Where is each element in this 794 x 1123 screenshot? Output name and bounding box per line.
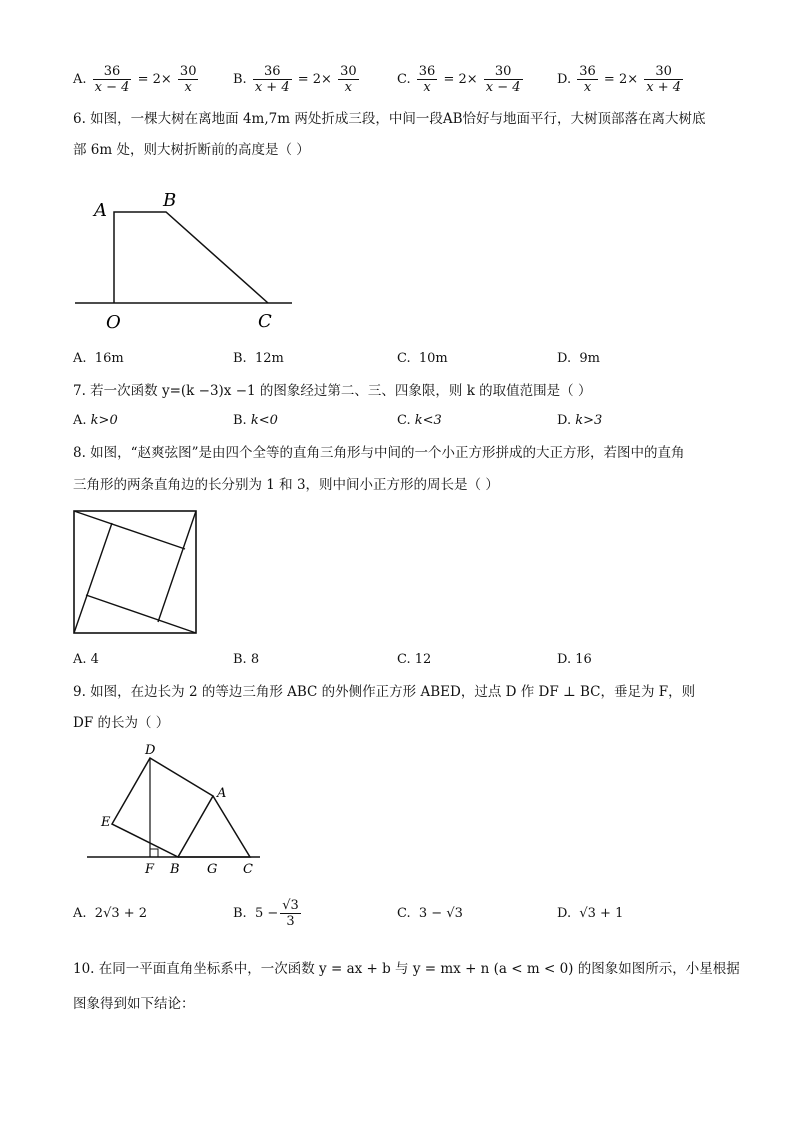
q6-text-line1: 6. 如图，一棵大树在离地面 4m,7m 两处折成三段，中间一段AB恰好与地面平行，大树顶部落在离大树底 <box>73 111 706 127</box>
q9-option-d: D. √3 + 1 <box>557 906 624 921</box>
q8-option-a: A. 4 <box>73 652 99 667</box>
q6-option-d: D. 9m <box>557 351 600 366</box>
q8-text-line2: 三角形的两条直角边的长分别为 1 和 3，则中间小正方形的周长是（ ） <box>73 477 499 493</box>
q8-option-b: B. 8 <box>233 652 260 667</box>
q5-option-a: A. $\frac{36}{x - 4}$ = 2× $\frac{30}{x}$ <box>73 64 197 95</box>
triangle-abc <box>178 796 250 857</box>
fraction: $\frac{36}{x - 4}$ <box>94 64 130 95</box>
q5-option-c: C. $\frac{36}{x}$ = 2× $\frac{30}{x - 4}$ <box>397 64 521 95</box>
q7-option-c: C. k<3 <box>397 413 442 428</box>
q8-option-d: D. 16 <box>557 652 592 667</box>
q6-option-a: A. 16m <box>73 351 124 366</box>
fraction: $\frac{30}{x}$ <box>179 64 197 95</box>
q7-option-a: A. k>0 <box>73 413 118 428</box>
label-c: C <box>243 862 253 877</box>
q7-option-b: B. k<0 <box>233 413 278 428</box>
q9-option-a: A. 2√3 + 2 <box>73 906 148 921</box>
label-d: D <box>145 743 156 758</box>
label-o: O <box>106 312 121 333</box>
broken-tree <box>114 212 268 303</box>
q7-option-d: D. k>3 <box>557 413 603 428</box>
q8-option-c: C. 12 <box>397 652 432 667</box>
q8-figure-zhaoshuang <box>72 509 199 636</box>
q5-option-b: B. $\frac{36}{x + 4}$ = 2× $\frac{30}{x}$ <box>233 64 357 95</box>
label-b: B <box>163 190 177 211</box>
label-a: A <box>217 786 227 801</box>
label-g: G <box>207 862 218 877</box>
label-a: A <box>94 200 107 221</box>
q6-option-c: C. 10m <box>397 351 448 366</box>
q9-figure <box>84 740 264 880</box>
q9-option-b: B. 5 − $\frac{√3}{3}$ <box>233 898 299 929</box>
q10-text-line2: 图象得到如下结论： <box>73 996 195 1012</box>
label-e: E <box>101 815 111 830</box>
q9-text-line2: DF 的长为（ ） <box>73 715 170 731</box>
q10-text-line1: 10. 在同一平面直角坐标系中，一次函数 y = ax + b 与 y = mx + n (a < m < 0) 的图象如图所示，小星根据 <box>73 961 740 977</box>
q6-option-b: B. 12m <box>233 351 284 366</box>
q6-figure <box>70 185 300 335</box>
outer-square <box>74 511 196 633</box>
label-c: C <box>258 311 272 332</box>
q8-text-line1: 8. 如图，“赵爽弦图”是由四个全等的直角三角形与中间的一个小正方形拼成的大正方形，若图中的直角 <box>73 445 685 461</box>
label-f: F <box>145 862 155 877</box>
q5-option-d: D. $\frac{36}{x}$ = 2× $\frac{30}{x + 4}$ <box>557 64 682 95</box>
right-angle-mark <box>150 849 158 857</box>
square-abed <box>112 758 213 857</box>
q9-option-c: C. 3 − √3 <box>397 906 463 921</box>
label-b: B <box>170 862 180 877</box>
q7-text-line1: 7. 若一次函数 y=(k −3)x −1 的图象经过第二、三、四象限，则 k 的取值范围是（ ） <box>73 383 592 399</box>
q6-text-line2: 部 6m 处，则大树折断前的高度是（ ） <box>73 142 310 158</box>
q9-text-line1: 9. 如图，在边长为 2 的等边三角形 ABC 的外侧作正方形 ABED，过点 D 作 DF ⊥ BC，垂足为 F，则 <box>73 684 696 700</box>
